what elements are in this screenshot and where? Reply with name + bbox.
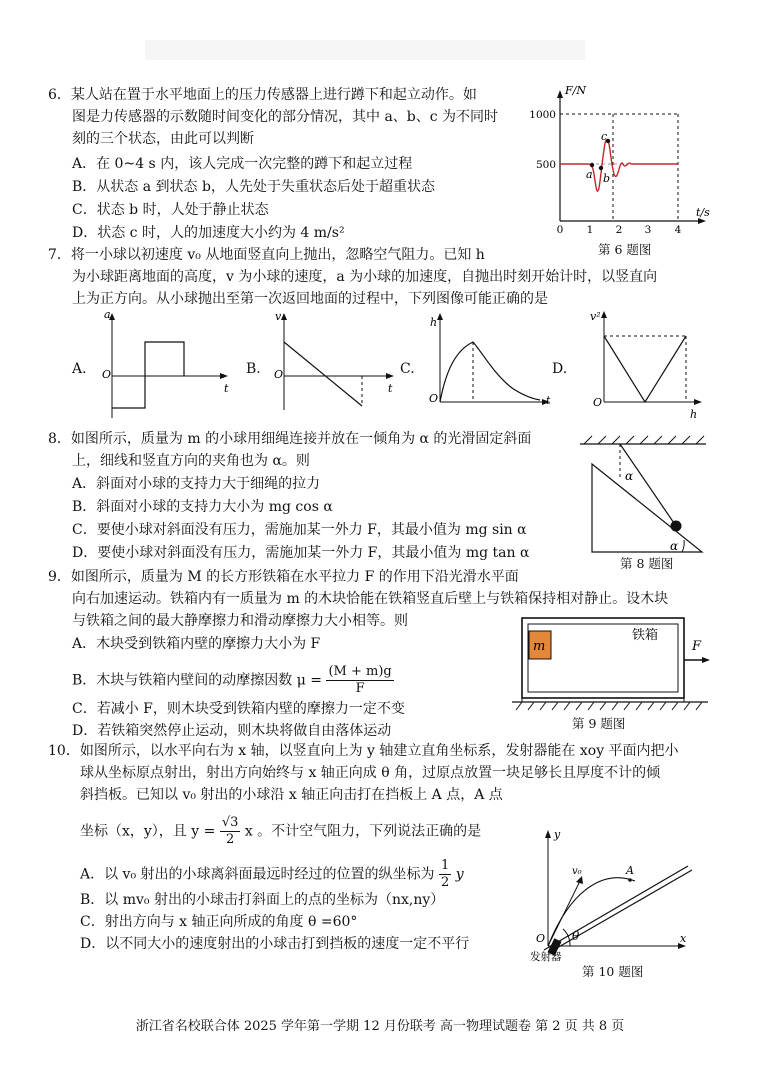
- q10-option-d: D．以不同大小的速度射出的小球击打到挡板的速度一定不平行: [80, 936, 470, 952]
- q10-xlabel: x: [680, 932, 687, 945]
- q8-incline-figure: [570, 430, 715, 555]
- q10-option-a-y: y: [455, 866, 464, 883]
- q7-letter-c: C.: [400, 361, 415, 377]
- q10-ylabel: y: [554, 828, 561, 841]
- q10-velocity-label: v₀: [572, 866, 582, 877]
- q7a-origin: O: [102, 368, 112, 381]
- q9-box-label: 铁箱: [632, 628, 659, 643]
- q7-line-1: 7．将一小球以初速度 v₀ 从地面竖直向上抛出，忽略空气阻力。已知 h: [48, 247, 485, 263]
- q6-point-c: c: [601, 130, 608, 143]
- q10-launcher-label: 发射器: [530, 951, 562, 963]
- q7-letter-d: D.: [552, 361, 568, 377]
- q6-xtick-0: 0: [556, 224, 564, 236]
- q6-force-time-graph: [530, 84, 710, 234]
- q7-letter-a: A.: [72, 361, 87, 377]
- q6-ytick-500: 500: [535, 159, 556, 171]
- q9-block-label: m: [533, 639, 546, 654]
- q10-launcher-figure: [520, 826, 700, 961]
- q6-ylabel: F/N: [565, 84, 586, 97]
- q9-fraction-numerator: (M + m)g: [328, 664, 392, 679]
- q10-half-denominator: 2: [440, 875, 450, 890]
- q9-line-2: 向右加速运动。铁箱内有一质量为 m 的木块恰能在铁箱竖直后壁上与铁箱保持相对静止。设木块: [72, 591, 669, 607]
- q8-option-c: C．要使小球对斜面没有压力，需施加某一外力 F，其最小值为 mg sin α: [72, 522, 527, 538]
- q7d-origin: O: [593, 396, 603, 409]
- q10-line-1: 10．如图所示，以水平向右为 x 轴，以竖直向上为 y 轴建立直角坐标系，发射器能在 xoy 平面内把小: [48, 743, 679, 759]
- q8-option-b: B．斜面对小球的支持力大小为 mg cos α: [72, 499, 333, 515]
- q6-ytick-1000: 1000: [529, 109, 556, 121]
- q9-option-b-text: B．木块与铁箱内壁间的动摩擦因数 μ =: [72, 672, 323, 689]
- q6-line-3: 刻的三个状态，由此可以判断: [72, 131, 254, 147]
- q10-fraction-denominator: 2: [225, 832, 235, 847]
- q7b-origin: O: [274, 368, 284, 381]
- q7-letter-b: B.: [246, 361, 261, 377]
- q10-option-c: C．射出方向与 x 轴正向所成的角度 θ =60°: [80, 914, 358, 930]
- q9-option-b: [72, 664, 394, 697]
- q7c-xlabel: t: [546, 394, 551, 407]
- q7c-ylabel: h: [430, 316, 438, 329]
- q10-line-3: 斜挡板。已知以 v₀ 射出的小球沿 x 轴正向击打在挡板上 A 点，A 点: [80, 787, 503, 803]
- q10-coordinate-line: [80, 815, 481, 848]
- q9-option-a: A．木块受到铁箱内壁的摩擦力大小为 F: [72, 636, 321, 652]
- header-bar: [145, 40, 585, 60]
- q6-point-b: b: [603, 172, 611, 185]
- q7-graph-a: [100, 310, 235, 425]
- q10-sqrt3-fraction: [220, 815, 241, 848]
- page-footer: 浙江省名校联合体 2025 学年第一学期 12 月份联考 高一物理试题卷 第 2 页 共 8 页: [135, 1019, 625, 1034]
- q7a-ylabel: a: [104, 308, 111, 321]
- q7-graph-d: [592, 310, 712, 425]
- q10-coordinate-prefix: 坐标（x，y），且 y =: [80, 823, 216, 840]
- q9-line-3: 与铁箱之间的最大静摩擦力和滑动摩擦力大小相等。则: [72, 613, 408, 629]
- q10-option-b: B．以 mv₀ 射出的小球击打斜面上的点的坐标为（nx,ny）: [80, 892, 445, 908]
- q6-option-d: D．状态 c 时，人的加速度大小约为 4 m/s²: [72, 225, 345, 241]
- q7-graph-b: [272, 310, 402, 425]
- q10-line-2: 球从坐标原点射出，射出方向始终与 x 轴正向成 θ 角，过原点放置一块足够长且厚度不计的倾: [80, 765, 661, 781]
- q10-origin: O: [536, 932, 546, 945]
- q6-caption: 第 6 题图: [598, 242, 652, 257]
- q9-option-c: C．若减小 F，则木块受到铁箱内壁的摩擦力一定不变: [72, 701, 405, 717]
- q10-caption: 第 10 题图: [582, 964, 644, 979]
- q8-line-1: 8．如图所示，质量为 m 的小球用细绳连接并放在一倾角为 α 的光滑固定斜面: [48, 431, 532, 447]
- q10-theta-label: θ: [572, 929, 580, 943]
- q9-caption: 第 9 题图: [572, 716, 626, 731]
- q10-option-a: [80, 858, 464, 891]
- q7-line-2: 为小球距离地面的高度，v 为小球的速度，a 为小球的加速度，自抛出时刻开始计时，以竖直向: [72, 269, 658, 285]
- q8-caption: 第 8 题图: [620, 556, 674, 571]
- q7a-xlabel: t: [224, 382, 229, 395]
- q10-point-a: A: [626, 864, 634, 877]
- q7d-xlabel: h: [690, 408, 698, 421]
- q6-option-c: C．状态 b 时，人处于静止状态: [72, 202, 269, 218]
- q8-line-2: 上，细线和竖直方向的夹角也为 α。则: [72, 453, 310, 469]
- q7d-ylabel: v²: [590, 310, 601, 323]
- q6-xlabel: t/s: [696, 206, 710, 219]
- q10-coordinate-suffix: x 。不计空气阻力，下列说法正确的是: [244, 823, 482, 840]
- q6-point-a: a: [586, 168, 593, 181]
- q7b-xlabel: t: [388, 382, 393, 395]
- q9-friction-fraction: [326, 664, 393, 697]
- q8-angle-bottom: α: [670, 539, 679, 553]
- q9-fraction-denominator: F: [355, 681, 365, 696]
- q10-half-fraction: [439, 858, 451, 891]
- q6-xtick-3: 3: [644, 224, 652, 236]
- q6-option-b: B．从状态 a 到状态 b，人先处于失重状态后处于超重状态: [72, 179, 435, 195]
- q10-half-numerator: 1: [440, 858, 450, 873]
- q8-angle-top: α: [625, 469, 634, 483]
- q9-iron-box-figure: [508, 612, 713, 712]
- q9-option-d: D．若铁箱突然停止运动，则木块将做自由落体运动: [72, 723, 392, 739]
- q8-option-d: D．要使小球对斜面没有压力，需施加某一外力 F，其最小值为 mg tan α: [72, 545, 530, 561]
- q9-line-1: 9．如图所示，质量为 M 的长方形铁箱在水平拉力 F 的作用下沿光滑水平面: [48, 569, 519, 585]
- q6-line-1: 6．某人站在置于水平地面上的压力传感器上进行蹲下和起立动作。如: [48, 87, 477, 103]
- q6-xtick-2: 2: [615, 224, 623, 236]
- q6-xtick-4: 4: [674, 224, 682, 236]
- q7-line-3: 上为正方向。从小球抛出至第一次返回地面的过程中，下列图像可能正确的是: [72, 291, 548, 307]
- q9-force-label: F: [692, 639, 702, 654]
- q6-line-2: 图是力传感器的示数随时间变化的部分情况，其中 a、b、c 为不同时: [72, 109, 499, 125]
- q7b-ylabel: v: [275, 310, 282, 323]
- q10-fraction-numerator: √3: [221, 815, 239, 830]
- q6-xtick-1: 1: [586, 224, 594, 236]
- q7c-origin: O: [429, 392, 439, 405]
- q7-graph-c: [428, 310, 558, 420]
- q8-option-a: A．斜面对小球的支持力大于细绳的拉力: [72, 476, 321, 492]
- q6-option-a: A．在 0~4 s 内，该人完成一次完整的蹲下和起立过程: [72, 156, 413, 172]
- q10-option-a-text: A．以 v₀ 射出的小球离斜面最远时经过的位置的纵坐标为: [80, 866, 435, 883]
